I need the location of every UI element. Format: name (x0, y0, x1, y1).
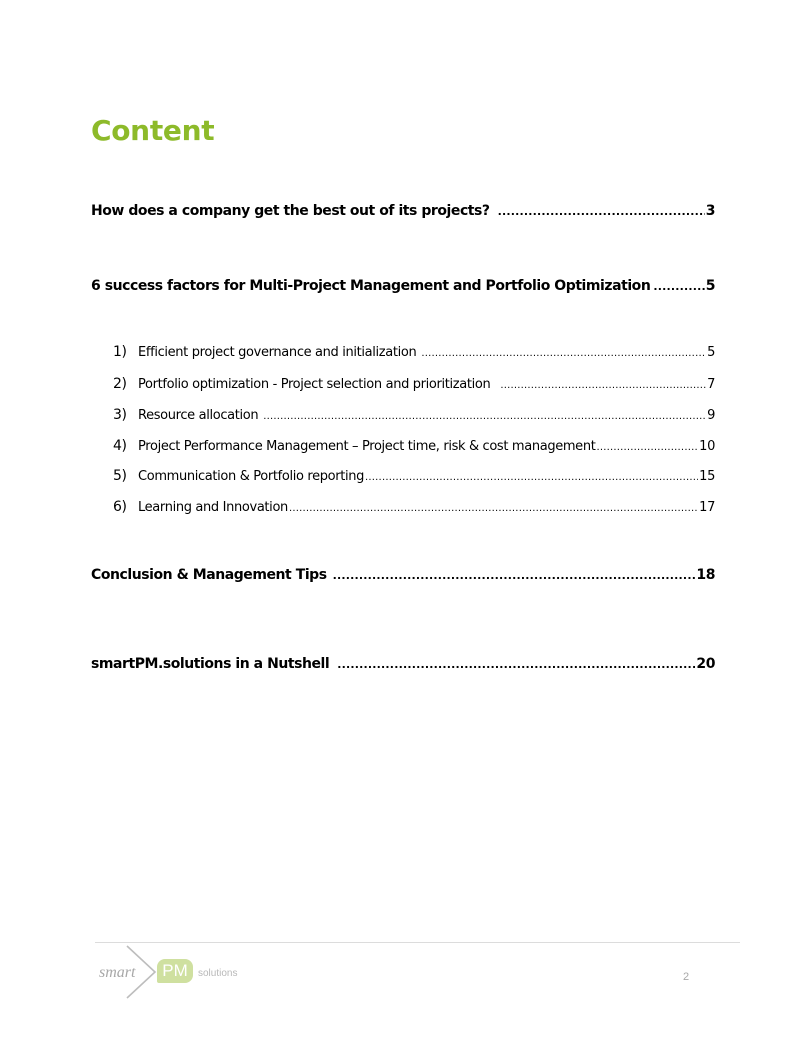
company-logo (97, 944, 257, 1000)
toc-dot-leader (653, 278, 704, 294)
toc-dot-leader (289, 500, 698, 515)
toc-entry-title: Efficient project governance and initialization (138, 345, 417, 360)
toc-page-number: 7 (707, 377, 715, 392)
toc-entry-subsection-5[interactable] (113, 468, 715, 484)
toc-dot-leader (263, 408, 706, 423)
toc-entry-title: Learning and Innovation (138, 500, 288, 515)
toc-item-number: 3) (113, 407, 127, 423)
chevron-right-icon (125, 944, 159, 1000)
toc-page-number: 3 (705, 203, 715, 219)
toc-page-number: 10 (699, 439, 715, 454)
logo-smart-text: smart (99, 964, 136, 981)
toc-entry-section-1[interactable] (91, 203, 715, 219)
toc-entry-title: Conclusion & Management Tips (91, 567, 327, 583)
toc-item-number: 2) (113, 376, 127, 392)
toc-page-number: 17 (699, 500, 715, 515)
page-number: 2 (683, 971, 690, 983)
toc-dot-leader (337, 656, 695, 672)
toc-entry-subsection-4[interactable] (113, 438, 715, 454)
toc-dot-leader (365, 469, 698, 484)
toc-page-number: 18 (696, 567, 715, 583)
toc-item-number: 1) (113, 344, 127, 360)
toc-entry-subsection-1[interactable] (113, 344, 715, 360)
toc-item-number: 4) (113, 438, 127, 454)
footer-divider (95, 942, 740, 943)
toc-page-number: 5 (707, 345, 715, 360)
toc-dot-leader (500, 377, 706, 392)
toc-entry-subsection-3[interactable] (113, 407, 715, 423)
toc-entry-title: Communication & Portfolio reporting (138, 469, 365, 484)
page-title: Content (91, 114, 215, 147)
toc-entry-section-2[interactable] (91, 278, 715, 294)
toc-page-number: 20 (696, 656, 715, 672)
toc-page-number: 9 (707, 408, 715, 423)
toc-item-number: 6) (113, 499, 127, 515)
toc-entry-title: How does a company get the best out of its projects? (91, 203, 490, 219)
toc-entry-title: smartPM.solutions in a Nutshell (91, 656, 330, 672)
toc-dot-leader (498, 203, 705, 219)
toc-entry-section-4[interactable] (91, 656, 715, 672)
toc-entry-title: Resource allocation (138, 408, 259, 423)
toc-entry-section-3[interactable] (91, 567, 715, 583)
logo-pm-badge: PM (157, 959, 193, 983)
toc-entry-title: Project Performance Management – Project time, risk & cost management (138, 439, 596, 454)
toc-entry-title: Portfolio optimization - Project selection and prioritization (138, 377, 491, 392)
toc-entry-subsection-6[interactable] (113, 499, 715, 515)
toc-item-number: 5) (113, 468, 127, 484)
toc-dot-leader (596, 439, 698, 454)
toc-page-number: 15 (699, 469, 715, 484)
toc-entry-subsection-2[interactable] (113, 376, 715, 392)
toc-dot-leader (333, 567, 696, 583)
toc-entry-title: 6 success factors for Multi-Project Management and Portfolio Optimization (91, 278, 651, 294)
logo-solutions-text: solutions (198, 968, 238, 979)
toc-page-number: 5 (705, 278, 715, 294)
toc-dot-leader (421, 345, 706, 360)
